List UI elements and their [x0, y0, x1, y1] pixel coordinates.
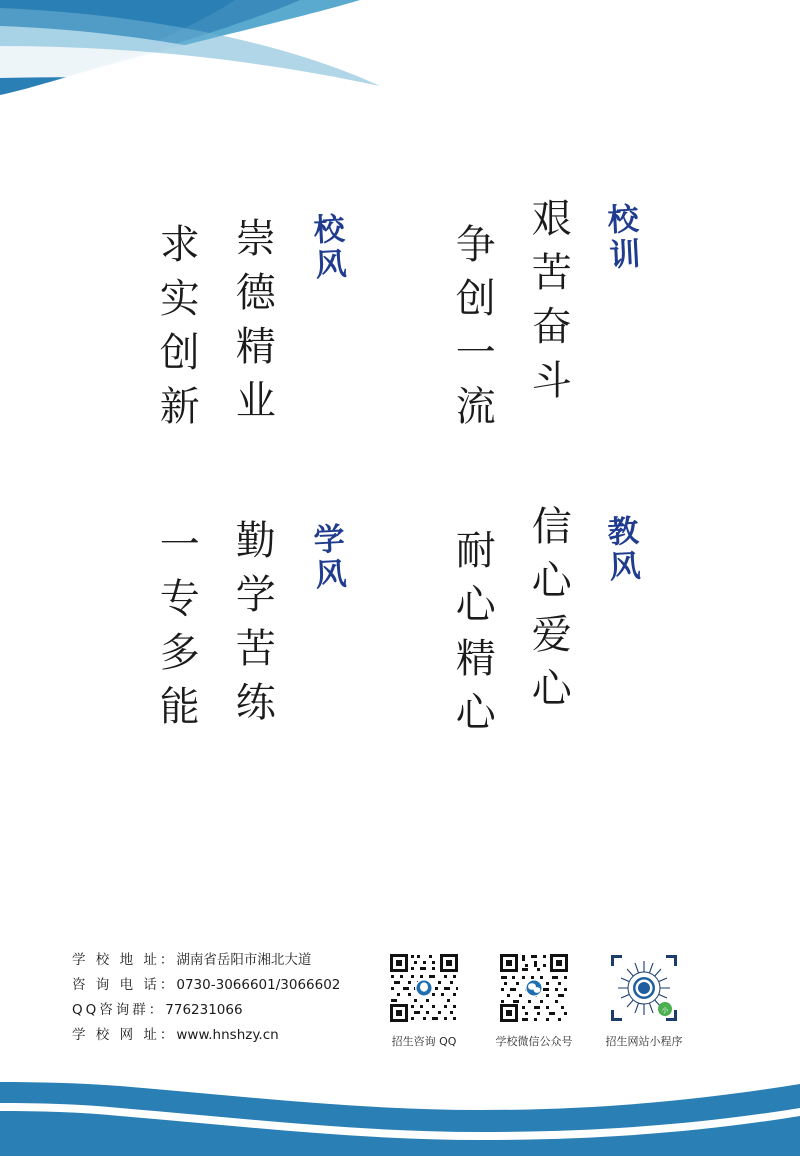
- motto-section: [0, 175, 800, 755]
- footer: [0, 940, 800, 1070]
- qr-code-wechat-icon[interactable]: [498, 952, 570, 1024]
- motto-label-xiaoxun: 校训: [600, 202, 641, 274]
- motto-text-xiaoxun-line2: 争创一流: [449, 223, 496, 439]
- top-wave-graphic: [0, 0, 800, 130]
- contact-label-website: 学 校 网 址：: [72, 1026, 177, 1043]
- contact-value-qq-group: 776231066: [165, 1001, 243, 1018]
- motto-text-xiaoxun-line1: 艰苦奋斗: [525, 197, 572, 413]
- motto-label-xuefeng: 学风: [306, 522, 347, 594]
- qr-caption-miniprogram: 招生网站小程序: [605, 1035, 683, 1048]
- contact-label-qq-group: QQ咨询群：: [72, 1001, 166, 1018]
- contact-row-phone: [72, 973, 340, 998]
- bottom-decoration-banner: [0, 1066, 800, 1156]
- contact-row-website: [72, 1023, 340, 1048]
- motto-text-xuefeng-line2: 一专多能: [153, 523, 200, 739]
- qr-item-miniprogram: [605, 952, 683, 1049]
- qr-code-miniprogram-icon[interactable]: [608, 952, 680, 1024]
- motto-text-xuefeng-line1: 勤学苦练: [229, 519, 276, 735]
- qr-item-qq: [385, 952, 463, 1049]
- contact-value-website: www.hnshzy.cn: [176, 1026, 279, 1043]
- contact-value-phone: 0730-3066601/3066602: [176, 976, 341, 993]
- svg-text:小: 小: [661, 1006, 669, 1015]
- qr-code-group: [385, 952, 683, 1049]
- qr-item-wechat: [495, 952, 573, 1049]
- contact-label-phone: 咨 询 电 话：: [72, 976, 177, 993]
- contact-info-block: [72, 948, 340, 1048]
- motto-label-xiaofeng: 校风: [306, 212, 347, 284]
- qr-caption-wechat: 学校微信公众号: [495, 1035, 573, 1048]
- bottom-wave-graphic: [0, 1066, 800, 1156]
- motto-text-xiaofeng-line1: 崇德精业: [229, 217, 276, 433]
- contact-label-address: 学 校 地 址：: [72, 952, 177, 968]
- qr-code-qq-icon[interactable]: [388, 952, 460, 1024]
- contact-row-qq-group: [72, 998, 340, 1023]
- motto-text-jiaofeng-line2: 耐心精心: [449, 529, 496, 745]
- contact-value-address: 湖南省岳阳市湘北大道: [176, 952, 312, 968]
- motto-label-jiaofeng: 教风: [600, 514, 641, 586]
- qr-caption-qq: 招生咨询 QQ: [391, 1035, 457, 1048]
- motto-text-xiaofeng-line2: 求实创新: [153, 223, 200, 439]
- contact-row-address: [72, 948, 340, 973]
- motto-text-jiaofeng-line1: 信心爱心: [525, 505, 572, 721]
- top-decoration-banner: [0, 0, 800, 130]
